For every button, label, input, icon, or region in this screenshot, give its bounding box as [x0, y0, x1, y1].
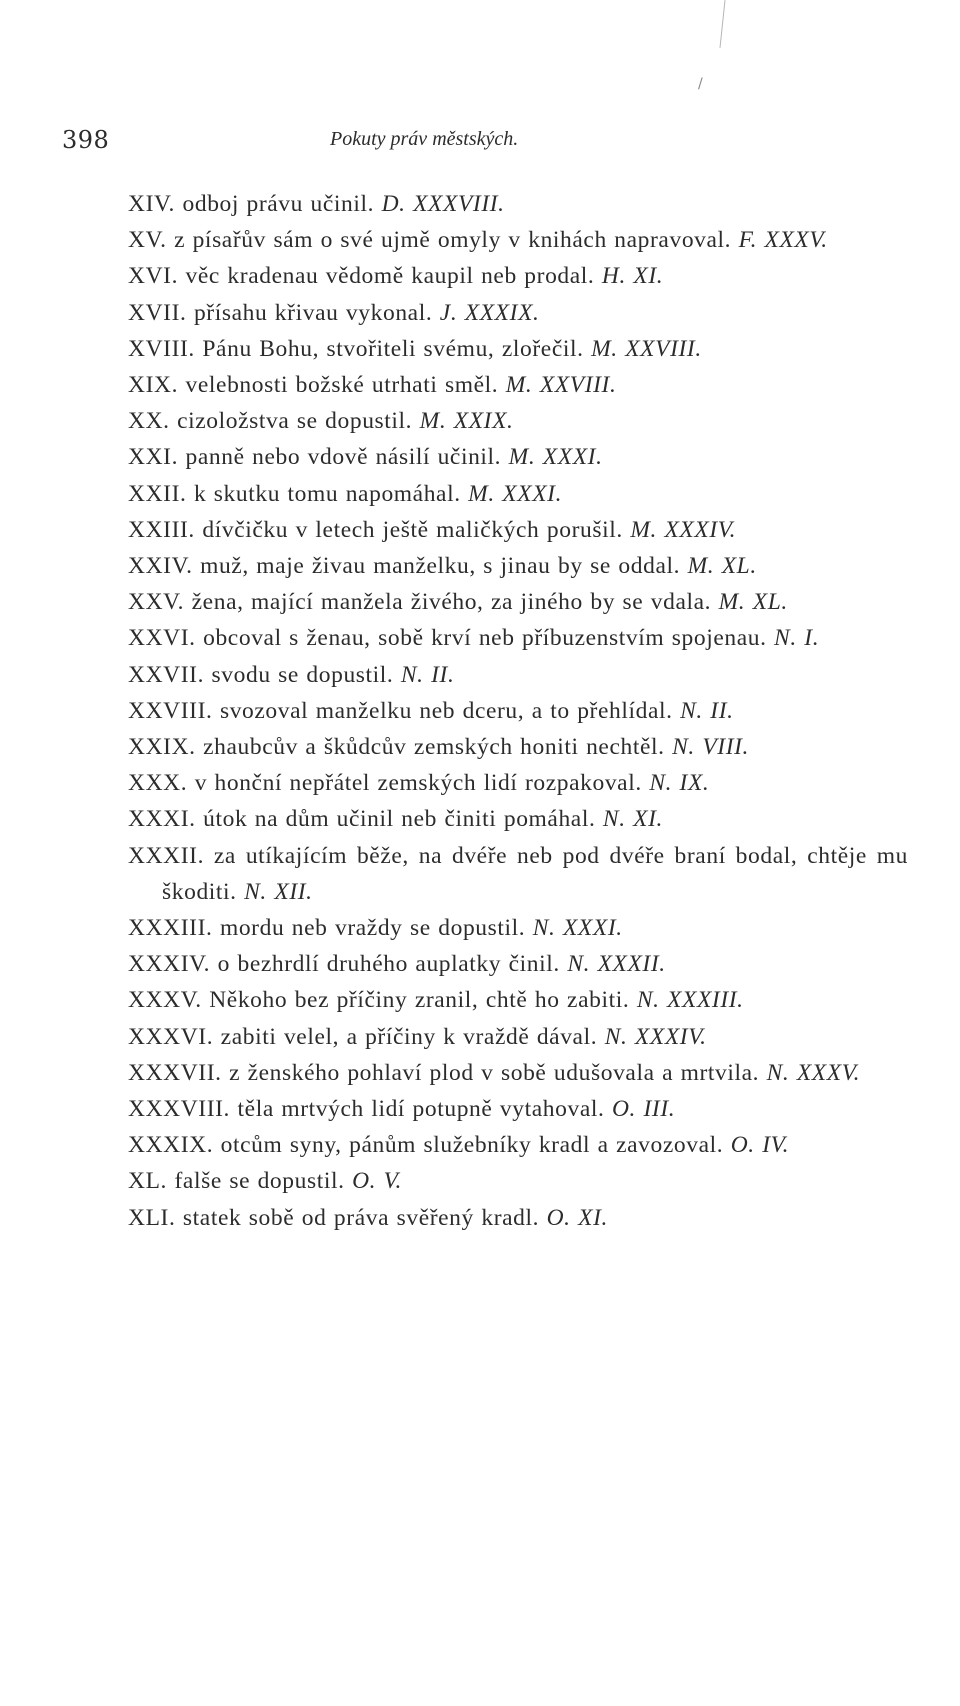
entry-reference: N. II. [680, 697, 734, 724]
list-item [128, 367, 908, 403]
entry-reference: M. XXIX. [419, 408, 514, 435]
entry-number: XXIV. [128, 553, 193, 580]
entry-number: XXVI. [128, 625, 196, 652]
entry-text: z ženského pohlaví plod v sobě udušovala a mrtvila. [229, 1059, 760, 1086]
entry-number: XXXIX. [128, 1132, 214, 1159]
list-item [128, 186, 908, 222]
entry-number: XVIII. [128, 335, 195, 362]
entry-text: statek sobě od práva svěřený kradl. [182, 1204, 540, 1231]
entry-number: XIV. [128, 191, 176, 217]
list-item [128, 765, 908, 801]
entry-number: XXX. [128, 770, 188, 797]
list-item [128, 512, 908, 548]
list-item [128, 258, 908, 294]
entry-text: za utíkajícím běže, na dvéře neb pod dvéře braní bodal, chtěje mu škoditi. [162, 842, 908, 905]
entry-number: XXXI. [128, 806, 196, 833]
entry-text: velebnosti božské utrhati směl. [185, 372, 499, 399]
entry-number: XIX. [128, 372, 179, 399]
entry-number: XXVII. [128, 661, 205, 688]
entry-text: panně nebo vdově násilí učinil. [185, 444, 502, 471]
list-item [128, 801, 908, 837]
entry-reference: M. XL. [718, 589, 788, 616]
entry-reference: M. XXVIII. [591, 335, 702, 362]
entry-number: XXXIII. [128, 915, 213, 942]
entry-reference: H. XI. [601, 263, 664, 290]
entry-reference: M. XXXI. [508, 444, 603, 471]
entry-text: dívčičku v letech ještě maličkých porušil. [202, 516, 623, 543]
entry-text: zabiti velel, a příčiny k vraždě dával. [220, 1023, 598, 1050]
entry-number: XXIX. [128, 734, 196, 761]
entry-text: svodu se dopustil. [211, 661, 394, 688]
entry-reference: N. XI. [602, 806, 664, 833]
penalty-list [128, 186, 908, 1236]
entry-number: XX. [128, 408, 170, 435]
list-item [128, 946, 908, 982]
margin-pencil-mark [719, 0, 725, 48]
entry-reference: M. XXXIV. [630, 516, 737, 543]
entry-reference: N. XXXIV. [604, 1023, 707, 1050]
entry-number: XXI. [128, 444, 179, 471]
list-item [128, 584, 908, 620]
entry-text: útok na dům učinil neb činiti pomáhal. [203, 806, 596, 833]
entry-number: XXXIV. [128, 951, 211, 978]
list-item [128, 331, 908, 367]
list-item [128, 476, 908, 512]
entry-number: XXVIII. [128, 697, 213, 724]
entry-reference: F. XXXV. [738, 227, 828, 254]
entry-text: Někoho bez příčiny zranil, chtě ho zabiti. [209, 987, 630, 1014]
entry-reference: M. XXXI. [468, 480, 563, 507]
list-item [128, 620, 908, 656]
entry-reference: N. I. [774, 625, 820, 652]
list-item [128, 548, 908, 584]
list-item [128, 222, 908, 258]
list-item [128, 295, 908, 331]
entry-text: otcům syny, pánům služebníky kradl a zavozoval. [220, 1132, 724, 1159]
list-item [128, 1200, 908, 1236]
entry-reference: M. XXVIII. [505, 372, 617, 399]
entry-text: obcoval s ženau, sobě krví neb příbuzenstvím spojenau. [203, 625, 767, 652]
margin-mark: / [698, 76, 703, 92]
entry-number: XXV. [128, 589, 185, 616]
list-item [128, 403, 908, 439]
entry-text: o bezhrdlí druhého auplatky činil. [217, 951, 560, 978]
list-item [128, 439, 908, 475]
entry-reference: N. IX. [649, 770, 710, 797]
entry-number: XXII. [128, 480, 187, 507]
running-head: Pokuty práv městských. [330, 128, 519, 150]
page-number: 398 [62, 126, 110, 154]
entry-number: XXXII. [128, 842, 205, 869]
entry-text: v honční nepřátel zemských lidí rozpakoval. [194, 770, 642, 797]
entry-text: svozoval manželku neb dceru, a to přehlídal. [219, 697, 673, 724]
entry-reference: J. XXXIX. [439, 299, 540, 326]
entry-reference: O. III. [611, 1096, 676, 1123]
entry-reference: N. XII. [244, 878, 313, 905]
entry-number: XXXVII. [128, 1059, 222, 1086]
entry-text: těla mrtvých lidí potupně vytahoval. [237, 1096, 605, 1123]
entry-reference: O. IV. [730, 1132, 790, 1159]
entry-text: věc kradenau vědomě kaupil neb prodal. [185, 263, 595, 290]
entry-number: XV. [128, 227, 167, 254]
list-item [128, 657, 908, 693]
list-item [128, 693, 908, 729]
entry-number: XVII. [128, 299, 187, 326]
entry-text: mordu neb vraždy se dopustil. [219, 915, 526, 942]
entry-text: muž, maje živau manželku, s jinau by se oddal. [200, 553, 681, 580]
entry-text: cizoložstva se dopustil. [177, 408, 413, 435]
entry-number: XXXVIII. [128, 1096, 231, 1123]
list-item [128, 1163, 908, 1199]
entry-text: žena, mající manžela živého, za jiného by se vdala. [191, 589, 712, 616]
entry-number: XVI. [128, 263, 179, 290]
entry-reference: N. XXXIII. [636, 987, 744, 1014]
entry-text: zhaubcův a škůdcův zemských honiti nechtěl. [203, 734, 665, 761]
entry-number: XL. [128, 1168, 168, 1195]
entry-number: XLI. [128, 1204, 176, 1231]
entry-reference: N. XXXV. [766, 1059, 861, 1086]
entry-reference: N. XXXI. [532, 915, 623, 942]
list-item [128, 1091, 908, 1127]
list-item [128, 729, 908, 765]
entry-reference: D. XXXVIII. [381, 191, 505, 217]
entry-number: XXXVI. [128, 1023, 214, 1050]
entry-text: k skutku tomu napomáhal. [193, 480, 461, 507]
entry-text: Pánu Bohu, stvořiteli svému, zlořečil. [202, 335, 584, 362]
entry-reference: O. XI. [546, 1204, 608, 1231]
entry-text: falše se dopustil. [174, 1168, 345, 1195]
list-item [128, 910, 908, 946]
list-item [128, 982, 908, 1018]
entry-reference: N. II. [400, 661, 455, 688]
entry-number: XXXV. [128, 987, 202, 1014]
list-item [128, 1055, 908, 1091]
entry-text: odboj právu učinil. [182, 191, 375, 217]
entry-number: XXIII. [128, 516, 195, 543]
list-item [128, 1019, 908, 1055]
entry-text: z písařův sám o své ujmě omyly v knihách napravoval. [174, 227, 732, 254]
entry-reference: N. VIII. [672, 734, 750, 761]
entry-text: přísahu křivau vykonal. [193, 299, 433, 326]
list-item [128, 838, 908, 910]
entry-reference: M. XL. [687, 553, 757, 580]
entry-reference: O. V. [352, 1168, 403, 1195]
list-item [128, 1127, 908, 1163]
entry-reference: N. XXXII. [567, 951, 666, 978]
